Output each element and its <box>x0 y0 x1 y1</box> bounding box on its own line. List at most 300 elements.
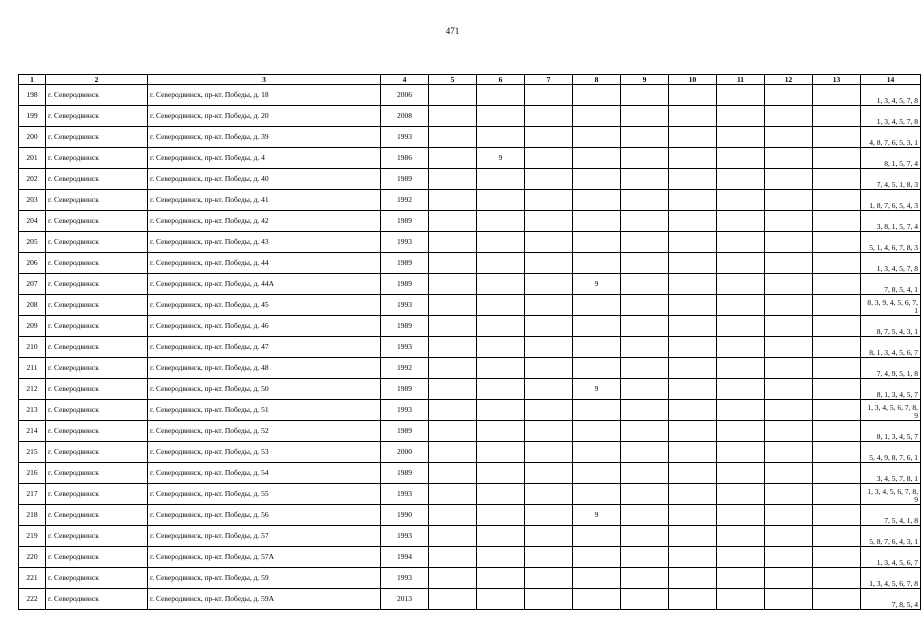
city-cell: г. Северодвинск <box>46 211 148 232</box>
col12-cell <box>765 211 813 232</box>
column-header-13: 13 <box>813 75 861 85</box>
col7-cell <box>525 442 573 463</box>
address-cell: г. Северодвинск, пр-кт. Победы, д. 42 <box>148 211 381 232</box>
column-header-12: 12 <box>765 75 813 85</box>
col5-cell <box>429 358 477 379</box>
column-header-5: 5 <box>429 75 477 85</box>
year-cell: 1993 <box>381 526 429 547</box>
col10-cell <box>669 589 717 610</box>
col7-cell <box>525 253 573 274</box>
codes-cell: 7, 4, 9, 5, 1, 8 <box>861 358 921 379</box>
year-cell: 1990 <box>381 505 429 526</box>
col7-cell <box>525 526 573 547</box>
col12-cell <box>765 106 813 127</box>
col6-cell: 9 <box>477 148 525 169</box>
city-cell: г. Северодвинск <box>46 295 148 316</box>
col12-cell <box>765 295 813 316</box>
col13-cell <box>813 421 861 442</box>
col6-cell <box>477 274 525 295</box>
col10-cell <box>669 211 717 232</box>
col9-cell <box>621 274 669 295</box>
col11-cell <box>717 421 765 442</box>
col6-cell <box>477 379 525 400</box>
year-cell: 1986 <box>381 148 429 169</box>
col7-cell <box>525 358 573 379</box>
col11-cell <box>717 337 765 358</box>
address-cell: г. Северодвинск, пр-кт. Победы, д. 45 <box>148 295 381 316</box>
city-cell: г. Северодвинск <box>46 253 148 274</box>
col5-cell <box>429 253 477 274</box>
col5-cell <box>429 379 477 400</box>
col5-cell <box>429 232 477 253</box>
row-number: 221 <box>19 568 46 589</box>
col10-cell <box>669 358 717 379</box>
col10-cell <box>669 379 717 400</box>
col13-cell <box>813 484 861 505</box>
col5-cell <box>429 484 477 505</box>
col12-cell <box>765 547 813 568</box>
address-cell: г. Северодвинск, пр-кт. Победы, д. 18 <box>148 85 381 106</box>
col8-cell <box>573 589 621 610</box>
col7-cell <box>525 169 573 190</box>
col6-cell <box>477 442 525 463</box>
col13-cell <box>813 463 861 484</box>
codes-cell: 3, 4, 5, 7, 8, 1 <box>861 463 921 484</box>
col9-cell <box>621 106 669 127</box>
table-row <box>19 211 921 232</box>
col10-cell <box>669 484 717 505</box>
col13-cell <box>813 400 861 421</box>
col9-cell <box>621 337 669 358</box>
codes-cell: 8, 1, 5, 7, 4 <box>861 148 921 169</box>
col8-cell <box>573 190 621 211</box>
col9-cell <box>621 211 669 232</box>
col11-cell <box>717 568 765 589</box>
col6-cell <box>477 211 525 232</box>
col11-cell <box>717 505 765 526</box>
column-header-14: 14 <box>861 75 921 85</box>
table-body <box>19 85 921 610</box>
col11-cell <box>717 316 765 337</box>
table-row <box>19 568 921 589</box>
address-cell: г. Северодвинск, пр-кт. Победы, д. 40 <box>148 169 381 190</box>
col10-cell <box>669 442 717 463</box>
col11-cell <box>717 589 765 610</box>
col13-cell <box>813 526 861 547</box>
col13-cell <box>813 85 861 106</box>
row-number: 214 <box>19 421 46 442</box>
col5-cell <box>429 127 477 148</box>
row-number: 199 <box>19 106 46 127</box>
row-number: 203 <box>19 190 46 211</box>
col12-cell <box>765 526 813 547</box>
column-header-3: 3 <box>148 75 381 85</box>
codes-cell: 3, 8, 1, 5, 7, 4 <box>861 211 921 232</box>
table-row <box>19 358 921 379</box>
city-cell: г. Северодвинск <box>46 106 148 127</box>
col8-cell <box>573 232 621 253</box>
col9-cell <box>621 400 669 421</box>
col7-cell <box>525 106 573 127</box>
col12-cell <box>765 421 813 442</box>
header-row <box>19 75 921 85</box>
row-number: 215 <box>19 442 46 463</box>
address-cell: г. Северодвинск, пр-кт. Победы, д. 44 <box>148 253 381 274</box>
codes-cell: 4, 8, 7, 6, 5, 3, 1 <box>861 127 921 148</box>
col9-cell <box>621 169 669 190</box>
col12-cell <box>765 337 813 358</box>
year-cell: 2006 <box>381 85 429 106</box>
address-cell: г. Северодвинск, пр-кт. Победы, д. 44А <box>148 274 381 295</box>
col13-cell <box>813 148 861 169</box>
address-cell: г. Северодвинск, пр-кт. Победы, д. 46 <box>148 316 381 337</box>
col9-cell <box>621 505 669 526</box>
col11-cell <box>717 148 765 169</box>
city-cell: г. Северодвинск <box>46 358 148 379</box>
year-cell: 1989 <box>381 421 429 442</box>
col13-cell <box>813 442 861 463</box>
col6-cell <box>477 316 525 337</box>
row-number: 217 <box>19 484 46 505</box>
col10-cell <box>669 463 717 484</box>
col11-cell <box>717 211 765 232</box>
city-cell: г. Северодвинск <box>46 379 148 400</box>
col12-cell <box>765 127 813 148</box>
col10-cell <box>669 526 717 547</box>
col10-cell <box>669 106 717 127</box>
col8-cell <box>573 106 621 127</box>
col5-cell <box>429 526 477 547</box>
col7-cell <box>525 337 573 358</box>
address-cell: г. Северодвинск, пр-кт. Победы, д. 50 <box>148 379 381 400</box>
codes-cell: 1, 8, 7, 6, 5, 4, 3 <box>861 190 921 211</box>
col8-cell <box>573 337 621 358</box>
col7-cell <box>525 484 573 505</box>
year-cell: 2013 <box>381 589 429 610</box>
col8-cell <box>573 442 621 463</box>
codes-cell: 1, 3, 4, 5, 6, 7, 8, 9 <box>861 484 921 505</box>
year-cell: 1993 <box>381 337 429 358</box>
col5-cell <box>429 505 477 526</box>
col11-cell <box>717 484 765 505</box>
col9-cell <box>621 589 669 610</box>
col6-cell <box>477 169 525 190</box>
col11-cell <box>717 400 765 421</box>
table-row <box>19 85 921 106</box>
col5-cell <box>429 274 477 295</box>
col8-cell <box>573 463 621 484</box>
row-number: 219 <box>19 526 46 547</box>
table-row <box>19 421 921 442</box>
col7-cell <box>525 400 573 421</box>
col9-cell <box>621 526 669 547</box>
col13-cell <box>813 274 861 295</box>
address-cell: г. Северодвинск, пр-кт. Победы, д. 41 <box>148 190 381 211</box>
col13-cell <box>813 358 861 379</box>
col9-cell <box>621 484 669 505</box>
row-number: 212 <box>19 379 46 400</box>
city-cell: г. Северодвинск <box>46 316 148 337</box>
col8-cell <box>573 169 621 190</box>
column-header-4: 4 <box>381 75 429 85</box>
city-cell: г. Северодвинск <box>46 589 148 610</box>
col7-cell <box>525 505 573 526</box>
col12-cell <box>765 232 813 253</box>
col5-cell <box>429 106 477 127</box>
row-number: 205 <box>19 232 46 253</box>
codes-cell: 1, 3, 4, 5, 7, 8 <box>861 85 921 106</box>
col10-cell <box>669 337 717 358</box>
col6-cell <box>477 295 525 316</box>
col9-cell <box>621 421 669 442</box>
year-cell: 1989 <box>381 379 429 400</box>
col6-cell <box>477 421 525 442</box>
col13-cell <box>813 316 861 337</box>
col10-cell <box>669 547 717 568</box>
col6-cell <box>477 232 525 253</box>
address-cell: г. Северодвинск, пр-кт. Победы, д. 39 <box>148 127 381 148</box>
col11-cell <box>717 358 765 379</box>
row-number: 207 <box>19 274 46 295</box>
col13-cell <box>813 253 861 274</box>
col12-cell <box>765 190 813 211</box>
col10-cell <box>669 421 717 442</box>
col12-cell <box>765 379 813 400</box>
row-number: 222 <box>19 589 46 610</box>
codes-cell: 1, 3, 4, 5, 6, 7, 8 <box>861 568 921 589</box>
col8-cell <box>573 568 621 589</box>
table-row <box>19 232 921 253</box>
col7-cell <box>525 232 573 253</box>
year-cell: 1993 <box>381 400 429 421</box>
col12-cell <box>765 484 813 505</box>
table-row <box>19 190 921 211</box>
col8-cell: 9 <box>573 379 621 400</box>
col9-cell <box>621 568 669 589</box>
col7-cell <box>525 211 573 232</box>
column-header-2: 2 <box>46 75 148 85</box>
col8-cell <box>573 526 621 547</box>
col11-cell <box>717 127 765 148</box>
year-cell: 1992 <box>381 190 429 211</box>
city-cell: г. Северодвинск <box>46 421 148 442</box>
city-cell: г. Северодвинск <box>46 463 148 484</box>
row-number: 210 <box>19 337 46 358</box>
data-table <box>18 74 921 610</box>
col13-cell <box>813 232 861 253</box>
col10-cell <box>669 568 717 589</box>
col9-cell <box>621 295 669 316</box>
col13-cell <box>813 505 861 526</box>
col7-cell <box>525 85 573 106</box>
col9-cell <box>621 379 669 400</box>
codes-cell: 1, 3, 4, 5, 7, 8 <box>861 106 921 127</box>
col10-cell <box>669 316 717 337</box>
page-number: 471 <box>445 26 460 36</box>
codes-cell: 5, 1, 4, 6, 7, 8, 3 <box>861 232 921 253</box>
address-cell: г. Северодвинск, пр-кт. Победы, д. 43 <box>148 232 381 253</box>
row-number: 204 <box>19 211 46 232</box>
year-cell: 2000 <box>381 442 429 463</box>
col5-cell <box>429 85 477 106</box>
year-cell: 1989 <box>381 211 429 232</box>
year-cell: 1993 <box>381 232 429 253</box>
col6-cell <box>477 589 525 610</box>
table-row <box>19 526 921 547</box>
codes-cell: 7, 4, 5, 1, 8, 3 <box>861 169 921 190</box>
row-number: 216 <box>19 463 46 484</box>
codes-cell: 7, 8, 5, 4, 1 <box>861 274 921 295</box>
col9-cell <box>621 127 669 148</box>
col7-cell <box>525 274 573 295</box>
address-cell: г. Северодвинск, пр-кт. Победы, д. 59 <box>148 568 381 589</box>
col8-cell <box>573 484 621 505</box>
year-cell: 1993 <box>381 127 429 148</box>
column-header-11: 11 <box>717 75 765 85</box>
col13-cell <box>813 589 861 610</box>
col6-cell <box>477 400 525 421</box>
col11-cell <box>717 274 765 295</box>
address-cell: г. Северодвинск, пр-кт. Победы, д. 51 <box>148 400 381 421</box>
row-number: 220 <box>19 547 46 568</box>
col7-cell <box>525 421 573 442</box>
row-number: 209 <box>19 316 46 337</box>
col12-cell <box>765 85 813 106</box>
col9-cell <box>621 358 669 379</box>
year-cell: 1989 <box>381 316 429 337</box>
year-cell: 2008 <box>381 106 429 127</box>
year-cell: 1989 <box>381 274 429 295</box>
row-number: 208 <box>19 295 46 316</box>
address-cell: г. Северодвинск, пр-кт. Победы, д. 54 <box>148 463 381 484</box>
col11-cell <box>717 526 765 547</box>
city-cell: г. Северодвинск <box>46 85 148 106</box>
col12-cell <box>765 274 813 295</box>
col12-cell <box>765 442 813 463</box>
col7-cell <box>525 568 573 589</box>
table-row <box>19 400 921 421</box>
col8-cell: 9 <box>573 505 621 526</box>
col5-cell <box>429 463 477 484</box>
col8-cell <box>573 358 621 379</box>
col6-cell <box>477 505 525 526</box>
address-cell: г. Северодвинск, пр-кт. Победы, д. 53 <box>148 442 381 463</box>
col10-cell <box>669 295 717 316</box>
col9-cell <box>621 232 669 253</box>
col5-cell <box>429 547 477 568</box>
col6-cell <box>477 484 525 505</box>
city-cell: г. Северодвинск <box>46 232 148 253</box>
row-number: 206 <box>19 253 46 274</box>
city-cell: г. Северодвинск <box>46 568 148 589</box>
city-cell: г. Северодвинск <box>46 547 148 568</box>
col5-cell <box>429 400 477 421</box>
col8-cell <box>573 421 621 442</box>
row-number: 200 <box>19 127 46 148</box>
col9-cell <box>621 316 669 337</box>
col8-cell <box>573 400 621 421</box>
column-header-10: 10 <box>669 75 717 85</box>
table-row <box>19 547 921 568</box>
codes-cell: 7, 5, 4, 1, 8 <box>861 505 921 526</box>
address-cell: г. Северодвинск, пр-кт. Победы, д. 59А <box>148 589 381 610</box>
year-cell: 1989 <box>381 169 429 190</box>
col8-cell: 9 <box>573 274 621 295</box>
col12-cell <box>765 148 813 169</box>
col7-cell <box>525 295 573 316</box>
city-cell: г. Северодвинск <box>46 505 148 526</box>
col9-cell <box>621 442 669 463</box>
codes-cell: 5, 8, 7, 6, 4, 3, 1 <box>861 526 921 547</box>
col7-cell <box>525 316 573 337</box>
city-cell: г. Северодвинск <box>46 190 148 211</box>
col9-cell <box>621 463 669 484</box>
city-cell: г. Северодвинск <box>46 442 148 463</box>
address-cell: г. Северодвинск, пр-кт. Победы, д. 52 <box>148 421 381 442</box>
address-cell: г. Северодвинск, пр-кт. Победы, д. 47 <box>148 337 381 358</box>
col5-cell <box>429 148 477 169</box>
col12-cell <box>765 169 813 190</box>
col10-cell <box>669 274 717 295</box>
col5-cell <box>429 337 477 358</box>
address-cell: г. Северодвинск, пр-кт. Победы, д. 57 <box>148 526 381 547</box>
column-header-1: 1 <box>19 75 46 85</box>
city-cell: г. Северодвинск <box>46 337 148 358</box>
col9-cell <box>621 148 669 169</box>
col11-cell <box>717 442 765 463</box>
col10-cell <box>669 148 717 169</box>
col13-cell <box>813 568 861 589</box>
col5-cell <box>429 211 477 232</box>
year-cell: 1993 <box>381 568 429 589</box>
col11-cell <box>717 169 765 190</box>
col6-cell <box>477 337 525 358</box>
row-number: 202 <box>19 169 46 190</box>
col12-cell <box>765 568 813 589</box>
row-number: 198 <box>19 85 46 106</box>
address-cell: г. Северодвинск, пр-кт. Победы, д. 20 <box>148 106 381 127</box>
col9-cell <box>621 85 669 106</box>
col5-cell <box>429 316 477 337</box>
col13-cell <box>813 190 861 211</box>
col6-cell <box>477 127 525 148</box>
year-cell: 1993 <box>381 295 429 316</box>
col6-cell <box>477 547 525 568</box>
col13-cell <box>813 337 861 358</box>
table-row <box>19 274 921 295</box>
year-cell: 1994 <box>381 547 429 568</box>
col5-cell <box>429 190 477 211</box>
codes-cell: 8, 3, 9, 4, 5, 6, 7, 1 <box>861 295 921 316</box>
col9-cell <box>621 190 669 211</box>
col7-cell <box>525 589 573 610</box>
codes-cell: 7, 8, 5, 4 <box>861 589 921 610</box>
col10-cell <box>669 169 717 190</box>
address-cell: г. Северодвинск, пр-кт. Победы, д. 56 <box>148 505 381 526</box>
codes-cell: 5, 4, 9, 8, 7, 6, 1 <box>861 442 921 463</box>
col13-cell <box>813 169 861 190</box>
col8-cell <box>573 316 621 337</box>
table-row <box>19 337 921 358</box>
col5-cell <box>429 589 477 610</box>
col11-cell <box>717 106 765 127</box>
codes-cell: 1, 3, 4, 5, 7, 8 <box>861 253 921 274</box>
col11-cell <box>717 379 765 400</box>
table-row <box>19 484 921 505</box>
table-row <box>19 253 921 274</box>
city-cell: г. Северодвинск <box>46 169 148 190</box>
table-row <box>19 148 921 169</box>
